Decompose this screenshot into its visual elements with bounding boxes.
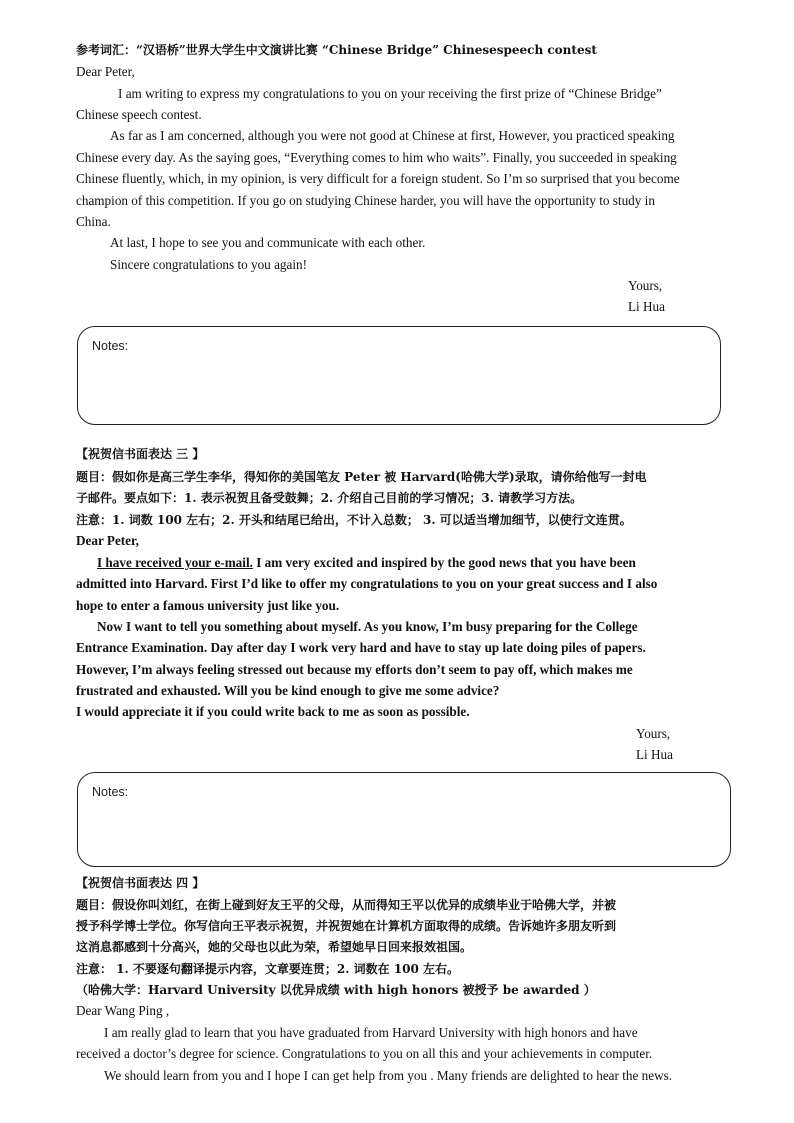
prompt-line: 子邮件。要点如下：1. 表示祝贺且备受鼓舞；2. 介绍自己目前的学习情况；3. 请教学习方法。 (76, 491, 583, 505)
letter-line: Chinese fluently, which, in my opinion, is very difficult for a foreign student. So I’m so surprised that you become (76, 171, 680, 186)
letter-line: frustrated and exhausted. Will you be kind enough to give me some advice? (76, 683, 500, 698)
letter-line: Chinese every day. As the saying goes, “Everything comes to him who waits”. Finally, you succeeded in speaking (76, 150, 677, 165)
letter-line: I would appreciate it if you could write back to me as soon as possible. (76, 704, 470, 719)
letter-line: Chinese speech contest. (76, 107, 202, 122)
letter-line: hope to enter a famous university just like you. (76, 598, 340, 613)
prompt-line: 注意： 1. 不要逐句翻译提示内容，文章要连贯；2. 词数在 100 左右。 (76, 962, 459, 976)
letter-line: I am really glad to learn that you have graduated from Harvard University with high honors and have (104, 1025, 638, 1040)
section-heading: 【祝贺信书面表达 三 】 (76, 447, 205, 461)
letter-line: Sincere congratulations to you again! (110, 257, 308, 272)
prompt-line: 题目：假如你是高三学生李华，得知你的美国笔友 Peter 被 Harvard(哈佛大学)录取，请你给他写一封电 (76, 470, 647, 484)
vocab-line: 参考词汇：“汉语桥”世界大学生中文演讲比赛 “Chinese Bridge” Chinesespeech contest (76, 43, 597, 57)
letter-line: I am writing to express my congratulations to you on your receiving the first prize of “Chinese Bridge” (118, 86, 662, 101)
letter-closing: Yours, (628, 278, 663, 293)
prompt-line: 题目：假设你叫刘红，在街上碰到好友王平的父母，从而得知王平以优异的成绩毕业于哈佛大学，并被 (76, 898, 617, 912)
letter-line: champion of this competition. If you go on studying Chinese harder, you will have the opportunity to study in (76, 193, 655, 208)
letter-line: Now I want to tell you something about myself. As you know, I’m busy preparing for the College (97, 619, 638, 634)
letter-closing: Yours, (636, 726, 671, 741)
letter-signature: Li Hua (636, 747, 673, 762)
letter-line (97, 554, 636, 572)
letter-greeting: Dear Peter, (76, 64, 135, 79)
vocab-line: （哈佛大学：Harvard University 以优异成绩 with high honors 被授予 be awarded ） (76, 983, 596, 997)
prompt-line: 这消息都感到十分高兴，她的父母也以此为荣，希望她早日回来报效祖国。 (76, 940, 473, 954)
letter-line: China. (76, 214, 111, 229)
prompt-line: 注意：1. 词数 100 左右；2. 开头和结尾已给出，不计入总数； 3. 可以适当增加细节，以使行文连贯。 (76, 513, 632, 527)
letter-line: As far as I am concerned, although you were not good at Chinese at first, However, you practiced speaking (110, 128, 675, 143)
notes-box[interactable] (77, 772, 731, 867)
notes-box[interactable] (77, 326, 721, 425)
letter-line: We should learn from you and I hope I can get help from you . Many friends are delighted to hear the news. (104, 1068, 673, 1083)
letter-greeting: Dear Wang Ping , (76, 1003, 170, 1018)
letter-line: However, I’m always feeling stressed out because my efforts don’t seem to pay off, which makes me (76, 662, 633, 677)
letter-signature: Li Hua (628, 299, 665, 314)
letter-line: admitted into Harvard. First I’d like to offer my congratulations to you on your great success and I also (76, 576, 658, 591)
prompt-line: 授予科学博士学位。你写信向王平表示祝贺，并祝贺她在计算机方面取得的成绩。告诉她许多朋友听到 (76, 919, 617, 933)
notes-label: Notes: (92, 339, 129, 353)
underlined-sentence: I have received your e-mail. (97, 555, 253, 570)
letter-line: received a doctor’s degree for science. Congratulations to you on all this and your achievements in computer. (76, 1046, 653, 1061)
notes-label: Notes: (92, 785, 129, 799)
letter-greeting: Dear Peter, (76, 533, 139, 548)
letter-line: Entrance Examination. Day after day I work very hard and have to stay up late doing piles of papers. (76, 640, 646, 655)
letter-line-rest: I am very excited and inspired by the good news that you have been (252, 555, 636, 570)
section-heading: 【祝贺信书面表达 四 】 (76, 876, 205, 890)
letter-line: At last, I hope to see you and communicate with each other. (110, 235, 426, 250)
